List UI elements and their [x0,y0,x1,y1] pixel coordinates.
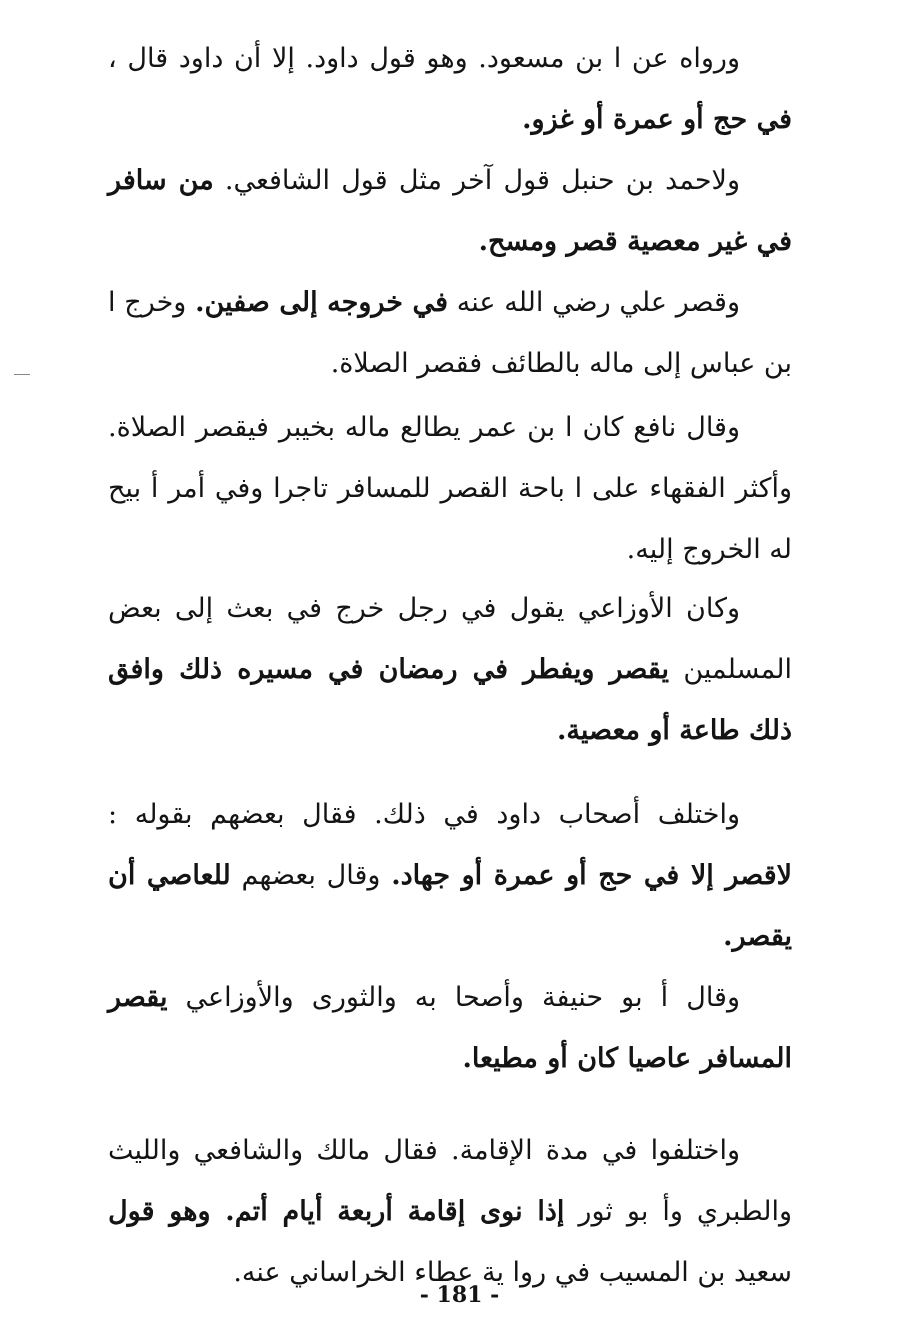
paragraph-3 [108,272,792,394]
body-text: وقصر علي رضي الله عنه [447,287,740,318]
body-text: سعيد بن المسيب في روا ية عطاء الخراساني عنه. [233,1257,792,1288]
paragraph-6 [108,784,792,967]
emphasized-text: يقصر ويفطر في رمضان في مسيره ذلك وافق ذلك طاعة أو معصية. [108,654,792,746]
paragraph-1 [108,28,792,150]
emphasized-text: في حج أو عمرة أو غزو. [522,104,792,135]
emphasized-text: إذا نوى إقامة أربعة أيام أتم. وهو قول [108,1196,565,1227]
body-text: وخرج ا بن عباس إلى ماله بالطائف فقصر الصلاة. [108,287,792,379]
body-text: وقال أ بو حنيفة وأصحا به والثورى والأوزاعي [167,982,740,1013]
body-text: وكان الأوزاعي يقول في رجل خرج في بعث إلى بعض المسلمين [108,593,792,685]
margin-mark [14,374,30,375]
body-text: وقال بعضهم [230,860,392,891]
emphasized-text: يقصر المسافر عاصيا كان أو مطيعا. [108,982,792,1074]
paragraph-8 [108,1120,792,1303]
emphasized-text: لاقصر إلا في حج أو عمرة أو جهاد. [391,860,793,891]
emphasized-text: للعاصي أن يقصر. [108,860,792,952]
page-number: - 181 - [419,1282,500,1308]
paragraph-5 [108,578,792,761]
body-text: ورواه عن ا بن مسعود. وهو قول داود. إلا أن داود قال ، [108,43,740,74]
paragraph-4 [108,397,792,580]
body-text: ولاحمد بن حنبل قول آخر مثل قول الشافعي. [213,165,740,196]
body-text: واختلفوا في مدة الإقامة. فقال مالك والشافعي والليث والطبري وأ بو ثور [108,1135,792,1227]
emphasized-text: من سافر في غير معصية قصر ومسح. [108,165,792,257]
body-text: واختلف أصحاب داود في ذلك. فقال بعضهم بقوله : [108,799,740,830]
paragraph-2 [108,150,792,272]
body-text: وقال نافع كان ا بن عمر يطالع ماله بخيبر فيقصر الصلاة. وأكثر الفقهاء على ا باحة القصر للمسافر تاجرا وفي أمر أ بيح له الخروج إليه. [108,412,792,565]
emphasized-text: في خروجه إلى صفين. [195,287,448,318]
paragraph-7 [108,967,792,1089]
